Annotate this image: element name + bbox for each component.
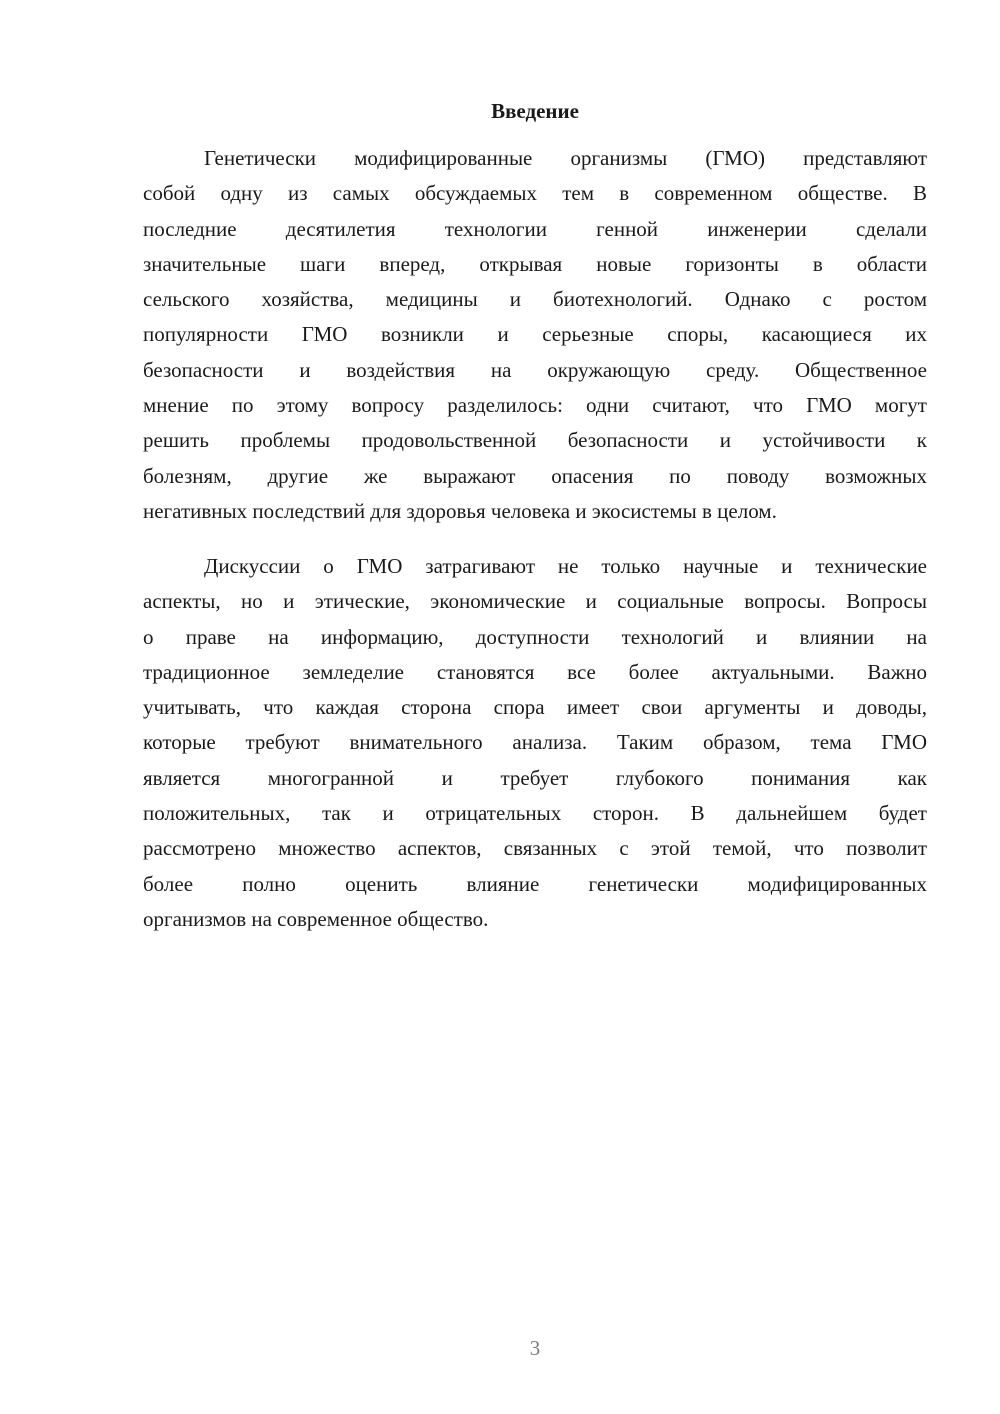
paragraph-line: Генетически модифицированные организмы (ГМО) представляют (204, 146, 927, 170)
paragraph-1 (143, 141, 927, 529)
paragraph-line: болезням, другие же выражают опасения по поводу возможных (143, 463, 927, 488)
paragraph-2 (143, 549, 927, 937)
paragraph-line: негативных последствий для здоровья человека и экосистемы в целом. (143, 498, 777, 523)
paragraph-line: решить проблемы продовольственной безопасности и устойчивости к (143, 428, 927, 453)
paragraph-line: популярности ГМО возникли и серьезные споры, касающиеся их (143, 322, 927, 347)
paragraph-line: Дискуссии о ГМО затрагивают не только научные и технические (204, 554, 927, 578)
section-heading: Введение (491, 99, 579, 123)
paragraph-line: значительные шаги вперед, открывая новые горизонты в области (143, 251, 927, 276)
paragraph-line: организмов на современное общество. (143, 906, 489, 931)
paragraph-line: последние десятилетия технологии генной инженерии сделали (143, 216, 927, 241)
paragraph-line: учитывать, что каждая сторона спора имеет свои аргументы и доводы, (143, 695, 927, 720)
paragraph-line: положительных, так и отрицательных сторон. В дальнейшем будет (143, 801, 927, 826)
paragraph-line: аспекты, но и этические, экономические и социальные вопросы. Вопросы (143, 589, 927, 614)
paragraph-line: традиционное земледелие становятся все более актуальными. Важно (143, 659, 927, 684)
paragraph-line: которые требуют внимательного анализа. Таким образом, тема ГМО (143, 730, 927, 755)
paragraph-line: безопасности и воздействия на окружающую среду. Общественное (143, 357, 927, 382)
paragraph-line: рассмотрено множество аспектов, связанных с этой темой, что позволит (143, 836, 927, 861)
paragraph-line: более полно оценить влияние генетически модифицированных (143, 871, 927, 896)
paragraph-line: о праве на информацию, доступности технологий и влиянии на (143, 624, 927, 649)
page-number: 3 (529, 1336, 541, 1360)
paragraph-line: собой одну из самых обсуждаемых тем в современном обществе. В (143, 181, 927, 206)
paragraph-line: является многогранной и требует глубокого понимания как (143, 765, 927, 790)
paragraph-line: мнение по этому вопросу разделилось: одни считают, что ГМО могут (143, 393, 927, 418)
paragraph-line: сельского хозяйства, медицины и биотехнологий. Однако с ростом (143, 287, 927, 312)
